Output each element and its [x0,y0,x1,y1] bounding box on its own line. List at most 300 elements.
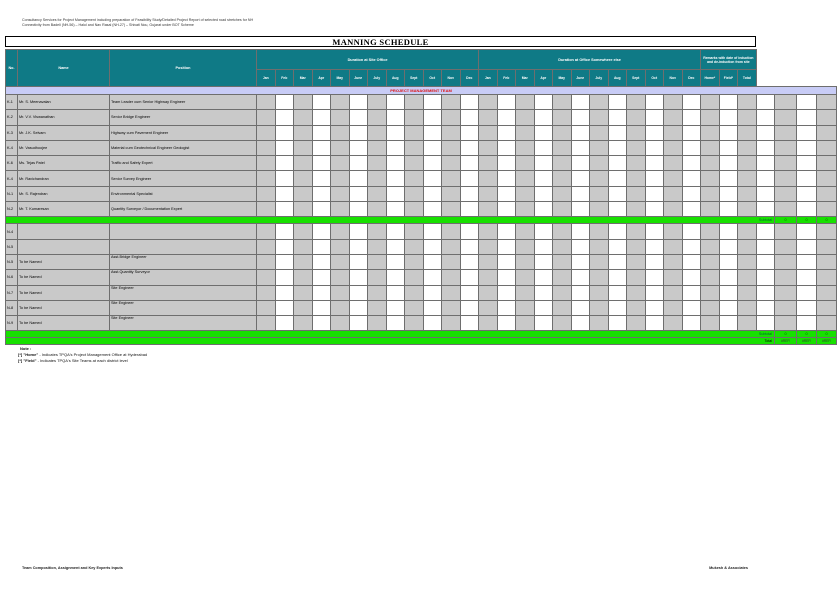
duration-cell [257,95,276,110]
duration-cell [553,316,572,331]
duration-cell [590,285,609,300]
duration-cell [682,156,701,171]
duration-cell [312,224,331,239]
duration-cell [817,140,837,155]
duration-cell [627,156,646,171]
duration-cell [664,224,683,239]
duration-cell [571,239,590,254]
table-row [6,270,837,285]
duration-cell [590,186,609,201]
duration-cell [645,110,664,125]
duration-cell [701,95,720,110]
duration-cell [405,270,424,285]
table-row [6,156,837,171]
duration-cell [331,254,350,269]
duration-cell [738,125,757,140]
duration-cell [797,171,817,186]
staff-no: K-4 [6,140,18,155]
duration-cell [738,254,757,269]
duration-cell [553,95,572,110]
note-home-key: [*] "Home" [18,352,39,357]
duration-cell [294,202,313,217]
duration-cell [756,156,775,171]
duration-cell [534,125,553,140]
duration-cell [775,316,797,331]
duration-cell [571,125,590,140]
duration-cell [294,110,313,125]
duration-cell [775,270,797,285]
duration-cell [534,254,553,269]
duration-cell [331,95,350,110]
duration-cell [738,224,757,239]
duration-cell [701,186,720,201]
duration-cell [682,254,701,269]
duration-cell [349,171,368,186]
staff-name: To be Named [18,254,110,269]
duration-cell [701,202,720,217]
section-band: PROJECT MANAGEMENT TEAM [6,87,837,95]
duration-cell [682,239,701,254]
duration-cell [386,95,405,110]
duration-cell [645,239,664,254]
col-name-header: Name [18,50,110,87]
duration-cell [719,254,738,269]
duration-cell [553,300,572,315]
duration-cell [442,239,461,254]
duration-cell [331,316,350,331]
duration-cell [817,95,837,110]
duration-cell [553,125,572,140]
duration-cell [349,140,368,155]
duration-cell [479,300,498,315]
duration-cell [775,224,797,239]
duration-cell [627,316,646,331]
section-band-row [6,87,837,95]
duration-cell [797,156,817,171]
duration-cell [719,316,738,331]
duration-cell [460,125,479,140]
duration-cell [719,156,738,171]
site-month-sept: Sept [405,70,424,87]
staff-position: Asst.Bridge Engineer [110,254,257,269]
duration-cell [645,224,664,239]
duration-cell [257,270,276,285]
duration-cell [664,171,683,186]
duration-cell [442,224,461,239]
duration-cell [645,95,664,110]
duration-cell [423,125,442,140]
duration-cell [645,316,664,331]
duration-cell [368,171,387,186]
duration-cell [817,254,837,269]
grand-total-home: #REF! [775,338,797,345]
duration-cell [312,202,331,217]
staff-no: K-3 [6,125,18,140]
duration-cell [405,140,424,155]
duration-cell [349,224,368,239]
duration-cell [627,95,646,110]
duration-cell [701,171,720,186]
duration-cell [331,285,350,300]
office-month-oct: Oct [645,70,664,87]
duration-cell [460,270,479,285]
duration-cell [571,270,590,285]
site-office-group-header: Duration at Site Office [257,50,479,70]
table-row [6,300,837,315]
duration-cell [386,110,405,125]
duration-cell [275,316,294,331]
duration-cell [497,110,516,125]
duration-cell [460,186,479,201]
staff-no: N-2 [6,202,18,217]
duration-cell [516,156,535,171]
duration-cell [817,125,837,140]
duration-cell [386,140,405,155]
duration-cell [294,186,313,201]
staff-position: Material cum Geotechnical Engineer Geologist [110,140,257,155]
duration-cell [442,125,461,140]
col-field-header: Field* [719,70,738,87]
duration-cell [257,316,276,331]
duration-cell [405,285,424,300]
subtotal-label: Subtotal [6,331,775,338]
other-office-group-header: Duration at Office Somewhere else [479,50,701,70]
subtotal-total: 0 [817,331,837,338]
duration-cell [479,239,498,254]
duration-cell [331,202,350,217]
duration-cell [460,224,479,239]
duration-cell [368,254,387,269]
duration-cell [294,171,313,186]
duration-cell [405,95,424,110]
duration-cell [719,186,738,201]
duration-cell [571,95,590,110]
duration-cell [405,202,424,217]
duration-cell [627,186,646,201]
duration-cell [738,110,757,125]
duration-cell [386,171,405,186]
duration-cell [386,285,405,300]
duration-cell [257,239,276,254]
duration-cell [738,285,757,300]
duration-cell [553,171,572,186]
staff-no: N-1 [6,186,18,201]
grand-total-field: #REF! [797,338,817,345]
staff-position: Team Leader cum Senior Highway Engineer [110,95,257,110]
duration-cell [553,254,572,269]
staff-position [110,239,257,254]
duration-cell [664,110,683,125]
duration-cell [442,95,461,110]
duration-cell [497,140,516,155]
office-month-nov: Nov [664,70,683,87]
duration-cell [312,110,331,125]
page-title: MANNING SCHEDULE [5,36,756,47]
duration-cell [479,171,498,186]
duration-cell [534,316,553,331]
site-month-oct: Oct [423,70,442,87]
duration-cell [701,300,720,315]
duration-cell [442,270,461,285]
duration-cell [645,270,664,285]
note-field-text: - Indicates TPQA's Site Teams at each district level [36,358,128,363]
duration-cell [479,202,498,217]
staff-position [110,224,257,239]
duration-cell [664,186,683,201]
notes-block [18,346,147,364]
project-header [22,18,253,28]
office-month-feb: Feb [497,70,516,87]
table-row [6,239,837,254]
col-position-header: Position [110,50,257,87]
subtotal-row [6,217,837,224]
duration-cell [423,186,442,201]
table-row [6,140,837,155]
duration-cell [738,95,757,110]
duration-cell [571,186,590,201]
duration-cell [627,285,646,300]
duration-cell [775,125,797,140]
office-month-jan: Jan [479,70,498,87]
duration-cell [664,300,683,315]
staff-name: To be Named [18,270,110,285]
duration-cell [627,239,646,254]
staff-no: K-6 [6,156,18,171]
duration-cell [534,156,553,171]
duration-cell [645,186,664,201]
duration-cell [442,110,461,125]
duration-cell [349,156,368,171]
duration-cell [497,186,516,201]
duration-cell [817,110,837,125]
duration-cell [460,254,479,269]
staff-no: K-2 [6,110,18,125]
table-row [6,202,837,217]
duration-cell [275,186,294,201]
duration-cell [516,224,535,239]
duration-cell [386,156,405,171]
duration-cell [294,316,313,331]
office-month-mar: Mar [516,70,535,87]
duration-cell [738,202,757,217]
duration-cell [571,300,590,315]
office-month-aug: Aug [608,70,627,87]
duration-cell [797,186,817,201]
duration-cell [331,140,350,155]
staff-position: Highway cum Pavement Engineer [110,125,257,140]
duration-cell [405,254,424,269]
staff-no: K-4 [6,171,18,186]
duration-cell [645,300,664,315]
duration-cell [775,202,797,217]
duration-cell [460,95,479,110]
duration-cell [460,300,479,315]
staff-name [18,224,110,239]
staff-no: N-5 [6,239,18,254]
duration-cell [553,270,572,285]
duration-cell [442,300,461,315]
duration-cell [756,186,775,201]
duration-cell [405,239,424,254]
duration-cell [442,186,461,201]
duration-cell [797,300,817,315]
duration-cell [312,300,331,315]
col-total-header: Total [738,70,757,87]
duration-cell [775,254,797,269]
duration-cell [608,270,627,285]
duration-cell [738,156,757,171]
duration-cell [368,140,387,155]
duration-cell [275,171,294,186]
duration-cell [719,285,738,300]
duration-cell [534,300,553,315]
table-row [6,224,837,239]
duration-cell [701,125,720,140]
site-month-nov: Nov [442,70,461,87]
subtotal-home: 0 [775,217,797,224]
duration-cell [534,224,553,239]
duration-cell [479,224,498,239]
duration-cell [312,285,331,300]
table-row [6,186,837,201]
staff-no: N-6 [6,270,18,285]
duration-cell [368,186,387,201]
duration-cell [571,254,590,269]
staff-name: Mr. J.K. Selvam [18,125,110,140]
duration-cell [590,125,609,140]
subtotal-field: 0 [797,217,817,224]
duration-cell [701,140,720,155]
duration-cell [797,110,817,125]
duration-cell [682,110,701,125]
duration-cell [701,110,720,125]
subtotal-home: 0 [775,331,797,338]
duration-cell [312,125,331,140]
duration-cell [275,110,294,125]
table-body [6,87,837,345]
staff-name: Mr. Ravichandran [18,171,110,186]
duration-cell [797,224,817,239]
duration-cell [386,270,405,285]
duration-cell [294,224,313,239]
duration-cell [645,125,664,140]
duration-cell [664,125,683,140]
duration-cell [534,140,553,155]
duration-cell [775,171,797,186]
duration-cell [497,224,516,239]
duration-cell [627,125,646,140]
duration-cell [386,224,405,239]
duration-cell [423,110,442,125]
duration-cell [534,202,553,217]
duration-cell [479,254,498,269]
duration-cell [497,300,516,315]
duration-cell [312,239,331,254]
staff-position: Senior Survey Engineer [110,171,257,186]
duration-cell [775,300,797,315]
duration-cell [312,316,331,331]
site-month-dec: Dec [460,70,479,87]
duration-cell [756,270,775,285]
duration-cell [331,110,350,125]
duration-cell [664,254,683,269]
duration-cell [405,156,424,171]
duration-cell [386,239,405,254]
duration-cell [497,254,516,269]
duration-cell [294,140,313,155]
duration-cell [775,95,797,110]
subtotal-row [6,331,837,338]
duration-cell [756,316,775,331]
duration-cell [645,156,664,171]
duration-cell [460,202,479,217]
duration-cell [257,224,276,239]
duration-cell [442,316,461,331]
duration-cell [349,285,368,300]
site-month-feb: Feb [275,70,294,87]
office-month-apr: Apr [534,70,553,87]
duration-cell [349,270,368,285]
duration-cell [797,254,817,269]
duration-cell [257,300,276,315]
duration-cell [257,140,276,155]
duration-cell [460,171,479,186]
duration-cell [608,156,627,171]
duration-cell [756,224,775,239]
duration-cell [608,202,627,217]
duration-cell [627,224,646,239]
duration-cell [257,156,276,171]
staff-position: Asst.Quantity Surveyor [110,270,257,285]
duration-cell [627,202,646,217]
duration-cell [590,300,609,315]
duration-cell [275,300,294,315]
duration-cell [349,239,368,254]
duration-cell [423,202,442,217]
duration-cell [590,171,609,186]
grand-total-row [6,338,837,345]
duration-cell [312,254,331,269]
duration-cell [275,125,294,140]
duration-cell [442,202,461,217]
duration-cell [756,140,775,155]
duration-cell [257,125,276,140]
duration-cell [442,140,461,155]
duration-cell [516,110,535,125]
duration-cell [368,239,387,254]
duration-cell [719,239,738,254]
duration-cell [516,239,535,254]
duration-cell [312,186,331,201]
duration-cell [738,316,757,331]
duration-cell [534,285,553,300]
duration-cell [590,110,609,125]
site-month-july: July [368,70,387,87]
table-row [6,285,837,300]
duration-cell [738,300,757,315]
duration-cell [608,110,627,125]
duration-cell [497,156,516,171]
duration-cell [516,270,535,285]
duration-cell [312,156,331,171]
duration-cell [701,239,720,254]
note-home-text: - Indicates TPQA's Project Management Office at Hyderabad [38,352,148,357]
duration-cell [479,270,498,285]
duration-cell [405,224,424,239]
duration-cell [817,270,837,285]
duration-cell [275,239,294,254]
subtotal-field: 0 [797,331,817,338]
